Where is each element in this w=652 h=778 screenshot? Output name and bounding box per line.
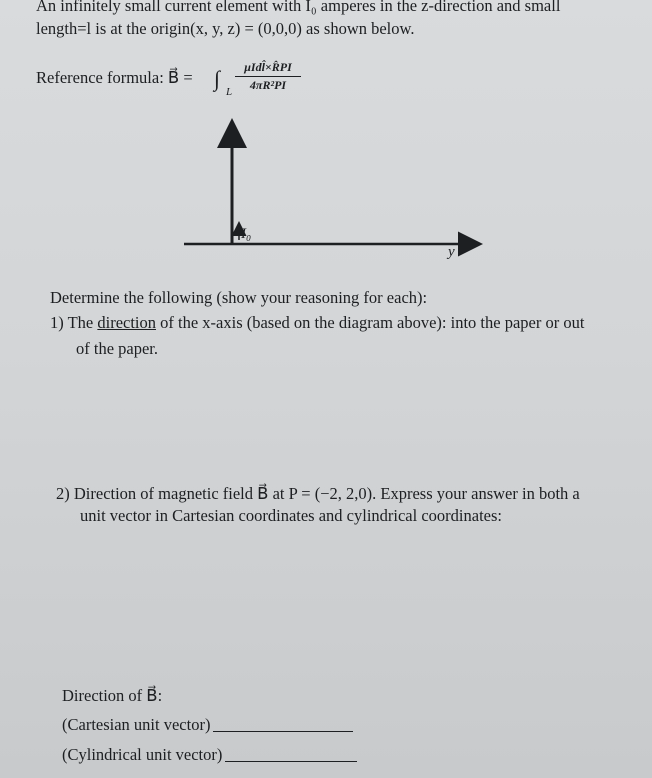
formula-numerator: μIdl̂×R̂PI [235,60,301,77]
z-axis-label: z [220,135,226,150]
question-1-line-1 [50,313,584,333]
answer-heading: Direction of B⃗: [62,686,163,705]
current-label: I₀ [241,226,252,242]
question-2-line-2: unit vector in Cartesian coordinates and cylindrical coordinates: [80,506,502,525]
question-2-line-1: 2) Direction of magnetic field B⃗ at P = (−2, 2,0). Express your answer in both a [56,484,580,503]
formula-denominator: 4πR²PI [249,78,287,92]
question-1-post: of the x-axis (based on the diagram above): into the paper or out [156,313,585,332]
cartesian-answer-blank[interactable] [213,717,353,732]
y-axis-label: y [448,244,455,260]
integral-subscript: L [226,86,233,98]
cylindrical-answer-row [62,745,357,765]
intro-line-2: length=l is at the origin(x, y, z) = (0,0,0) as shown below. [36,19,415,38]
reference-formula-label: Reference formula: B⃗ = [36,68,193,87]
cylindrical-label: (Cylindrical unit vector) [62,745,223,764]
intro-line-1: An infinitely small current element with I₀ amperes in the z-direction and small [36,0,561,15]
instructions: Determine the following (show your reasoning for each): [50,288,428,307]
question-1-line-2: of the paper. [76,339,159,358]
cartesian-label: (Cartesian unit vector) [62,715,211,734]
cartesian-answer-row [62,715,353,735]
question-1-number: 1) [50,313,64,332]
question-1-pre: The [67,313,98,332]
question-1-underlined: direction [97,313,157,332]
integral-sign: ∫ [214,66,221,91]
cylindrical-answer-blank[interactable] [225,747,357,762]
